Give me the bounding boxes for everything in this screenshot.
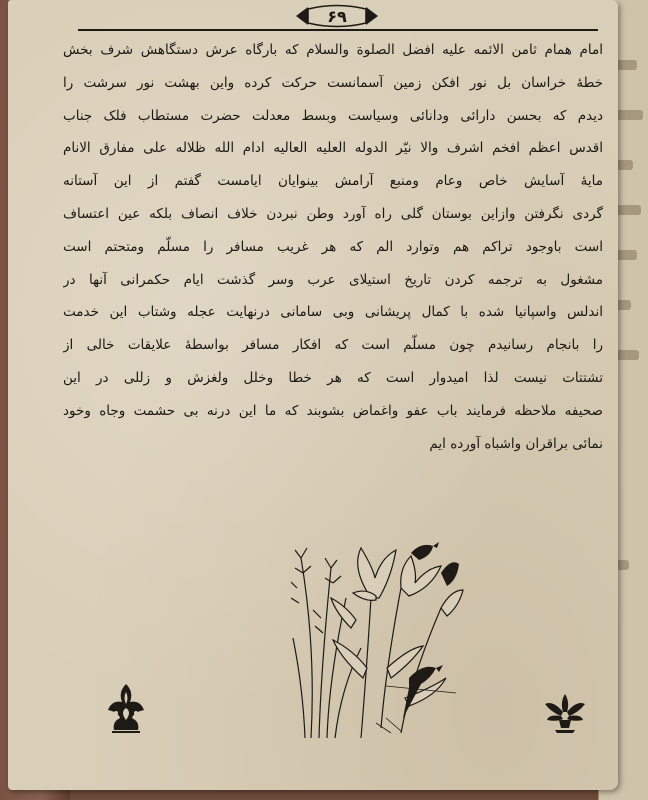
text-line: اندلس واسپانیا شده با کمال پریشانی وبی سامانی درنهایت عجله وشتاب این خدمت: [63, 304, 603, 321]
text-line: مشغول به ترجمه کردن تاریخ استیلای عرب وسر گذشت ایام حکمرانی آنها در: [63, 271, 603, 288]
text-line: نمائی براقران واشباه آورده ایم: [429, 435, 603, 452]
palmette-ornament-icon: [104, 682, 148, 736]
flower-birds-illustration: [291, 528, 466, 743]
text-line: مایهٔ آسایش خاص وعام ومنبع آرامش بینوایان ایامست گفتم از این آستانه: [63, 173, 603, 190]
text-line: صحیفه ملاحظه فرمایند باب عفو واغماض بشوبند که ما این درنه بی حشمت وجاه وخود: [63, 402, 603, 419]
body-text: [63, 34, 603, 460]
text-line: اقدس اعظم افخم اشرف والا نیّر الدوله العلیه العالیه ادام الله ظلاله علی مفارق الانام: [63, 140, 603, 157]
book-page: [8, 0, 618, 790]
lotus-ornament-icon: [543, 690, 587, 734]
text-line: گردی نگرفتن وازاین بوستان گلی راه آورد وطن نبردن خلاف انصاف بلکه عین اعتساف: [63, 205, 603, 222]
text-line: دیدم که بحسن دارائی ودانائی وسیاست وبسط معدلت حضرت مستطاب فلک جناب: [63, 107, 603, 124]
text-line: خطهٔ خراسان بل نور افکن زمین آسمانست حرکت کرده واین بهشت نور سرشت را: [63, 74, 603, 91]
page-number-cartouche: [292, 4, 382, 28]
text-line: امام همام ثامن الائمه علیه افضل الصلوة والسلام که بارگاه عرش دستگاهش شرف بخش: [63, 42, 603, 58]
text-line: را بانجام رسانیدم چون مسلّم است که افکار مسافر بواسطهٔ علایقات خالی از: [63, 337, 603, 354]
text-line: است باوجود تراکم هم وتوارد الم که هر غریب مسافر را مسلّم ومتحتم است: [63, 238, 603, 255]
page-number: ۶۹: [327, 6, 347, 26]
header-rule: [78, 29, 598, 31]
text-line: تشتتات نیست لذا امیدوار است که هر خطا وخلل ولغزش و زللی در این: [63, 369, 603, 386]
